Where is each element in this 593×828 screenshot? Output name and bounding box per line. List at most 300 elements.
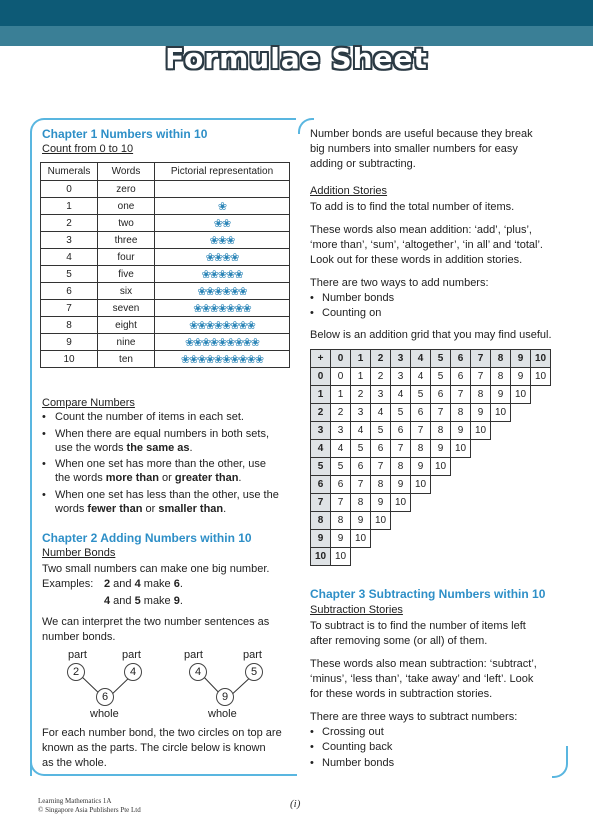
grid-header-cell: 4 [411, 350, 431, 368]
compare-line: When one set has less than the other, use the [55, 489, 279, 501]
intro-line: Number bonds are useful because they break [310, 128, 533, 140]
text: . [238, 472, 242, 484]
grid-header-cell: 4 [311, 440, 331, 458]
grid-cell: 5 [431, 368, 451, 386]
apple-icons: ❀❀❀ [155, 232, 290, 249]
grid-empty-cell [491, 548, 511, 566]
text: and [110, 595, 135, 607]
grid-cell: 7 [471, 368, 491, 386]
way-item: Number bonds [322, 757, 395, 769]
apple-icons: ❀❀❀❀❀❀❀ [155, 300, 290, 317]
grid-empty-cell [531, 494, 551, 512]
bold-number: 2 [104, 578, 111, 590]
grid-header-cell: 1 [351, 350, 371, 368]
grid-empty-cell [491, 494, 511, 512]
grid-cell: 4 [331, 440, 351, 458]
grid-cell: 7 [451, 386, 471, 404]
grid-cell: 10 [451, 440, 471, 458]
grid-cell: 6 [371, 440, 391, 458]
compare-line [55, 502, 226, 516]
grid-empty-cell [391, 530, 411, 548]
part-label: part [184, 649, 203, 661]
intro-line: big numbers into smaller numbers for easy [310, 143, 518, 155]
grid-cell: 10 [391, 494, 411, 512]
grid-empty-cell [411, 548, 431, 566]
grid-cell: 4 [411, 368, 431, 386]
grid-empty-cell [411, 494, 431, 512]
grid-row [311, 422, 551, 440]
bold-text: greater than [174, 472, 239, 484]
grid-cell: 7 [351, 476, 371, 494]
grid-cell: 9 [411, 458, 431, 476]
table-row [41, 181, 290, 198]
bullet-dot: • [42, 411, 46, 423]
compare-line [55, 471, 241, 485]
grid-empty-cell [451, 530, 471, 548]
bond-desc: as the whole. [42, 757, 107, 769]
grid-cell: 2 [331, 404, 351, 422]
grid-cell: 6 [331, 476, 351, 494]
grid-empty-cell [531, 422, 551, 440]
part-label: part [68, 649, 87, 661]
grid-header-cell: 5 [311, 458, 331, 476]
example-1 [104, 577, 183, 591]
word: nine [98, 334, 155, 351]
numeral: 5 [41, 266, 98, 283]
grid-intro: Below is an addition grid that you may find useful. [310, 329, 552, 341]
grid-cell: 4 [391, 386, 411, 404]
compare-line: When one set has more than the other, use [55, 458, 266, 470]
bullet-dot: • [310, 292, 314, 304]
grid-empty-cell [511, 476, 531, 494]
apple-icons: ❀❀❀❀❀❀❀❀ [155, 317, 290, 334]
grid-cell: 10 [411, 476, 431, 494]
footer-book: Learning Mathematics 1A [38, 797, 112, 805]
grid-header-cell: 5 [431, 350, 451, 368]
grid-cell: 8 [391, 458, 411, 476]
grid-cell: 8 [351, 494, 371, 512]
footer-copyright: © Singapore Asia Publishers Pte Ltd [38, 806, 141, 814]
numeral: 9 [41, 334, 98, 351]
grid-empty-cell [491, 530, 511, 548]
grid-header-cell: 6 [311, 476, 331, 494]
numeral: 2 [41, 215, 98, 232]
grid-empty-cell [531, 440, 551, 458]
grid-empty-cell [411, 512, 431, 530]
table-row [41, 351, 290, 368]
grid-cell: 3 [331, 422, 351, 440]
grid-empty-cell [511, 512, 531, 530]
grid-cell: 9 [491, 386, 511, 404]
grid-cell: 5 [411, 386, 431, 404]
apple-icons: ❀❀ [155, 215, 290, 232]
addition-line: ‘more than’, ‘sum’, ‘altogether’, ‘in all’ and ‘total’. [310, 239, 543, 251]
grid-cell: 9 [431, 440, 451, 458]
numeral: 4 [41, 249, 98, 266]
grid-empty-cell [491, 458, 511, 476]
grid-empty-cell [471, 440, 491, 458]
way-item: Crossing out [322, 726, 384, 738]
grid-row [311, 512, 551, 530]
addition-heading: Addition Stories [310, 185, 388, 197]
grid-cell: 4 [351, 422, 371, 440]
grid-cell: 3 [351, 404, 371, 422]
bold-number: 6 [173, 578, 180, 590]
word: seven [98, 300, 155, 317]
grid-cell: 3 [371, 386, 391, 404]
table-row [41, 266, 290, 283]
grid-empty-cell [511, 458, 531, 476]
compare-line: When there are equal numbers in both sets, [55, 428, 270, 440]
grid-empty-cell [451, 512, 471, 530]
numeral: 6 [41, 283, 98, 300]
grid-row [311, 548, 551, 566]
apple-icons: ❀❀❀❀❀ [155, 266, 290, 283]
grid-cell: 7 [431, 404, 451, 422]
ways-sub: There are three ways to subtract numbers: [310, 711, 518, 723]
text: or [158, 472, 175, 484]
col-pictorial: Pictorial representation [155, 163, 290, 181]
table-row [41, 215, 290, 232]
grid-empty-cell [531, 386, 551, 404]
grid-empty-cell [391, 548, 411, 566]
bullet-dot: • [42, 458, 46, 470]
grid-empty-cell [471, 458, 491, 476]
table-row [41, 249, 290, 266]
col-words: Words [98, 163, 155, 181]
grid-cell: 7 [331, 494, 351, 512]
apple-icons: ❀❀❀❀❀❀❀❀❀ [155, 334, 290, 351]
grid-cell: 2 [351, 386, 371, 404]
grid-header-cell: 8 [311, 512, 331, 530]
grid-header-cell: 9 [311, 530, 331, 548]
bond-circle: 2 [67, 663, 85, 681]
grid-header-cell: 0 [331, 350, 351, 368]
grid-empty-cell [491, 422, 511, 440]
grid-cell: 5 [371, 422, 391, 440]
numeral: 1 [41, 198, 98, 215]
grid-empty-cell [431, 494, 451, 512]
grid-header-cell: 0 [311, 368, 331, 386]
addition-line: Look out for these words in addition stories. [310, 254, 523, 266]
bullet-dot: • [310, 741, 314, 753]
word: six [98, 283, 155, 300]
subtraction-line: To subtract is to find the number of items left [310, 620, 526, 632]
grid-empty-cell [531, 530, 551, 548]
grid-cell: 10 [331, 548, 351, 566]
chapter1-heading: Chapter 1 Numbers within 10 [42, 127, 208, 141]
col-numerals: Numerals [41, 163, 98, 181]
numeral: 7 [41, 300, 98, 317]
bold-text: more than [105, 472, 159, 484]
grid-cell: 8 [491, 368, 511, 386]
table-row [41, 232, 290, 249]
interp-line: We can interpret the two number sentences as [42, 616, 270, 628]
grid-row [311, 458, 551, 476]
right-frame-bottom [552, 746, 568, 778]
grid-cell: 9 [331, 530, 351, 548]
grid-cell: 6 [351, 458, 371, 476]
grid-header-cell: 6 [451, 350, 471, 368]
grid-cell: 6 [451, 368, 471, 386]
examples-label: Examples: [42, 578, 94, 590]
bold-number: 4 [134, 578, 141, 590]
bond-circle: 4 [124, 663, 142, 681]
grid-empty-cell [431, 512, 451, 530]
grid-cell: 6 [431, 386, 451, 404]
grid-empty-cell [471, 476, 491, 494]
word: one [98, 198, 155, 215]
grid-cell: 4 [371, 404, 391, 422]
bond-circle: 5 [245, 663, 263, 681]
bonds-line: Two small numbers can make one big number. [42, 563, 270, 575]
grid-header-cell: 7 [311, 494, 331, 512]
bold-number: 4 [104, 595, 111, 607]
text: make [140, 578, 174, 590]
grid-empty-cell [471, 494, 491, 512]
table-row [41, 334, 290, 351]
bullet-dot: • [42, 489, 46, 501]
grid-empty-cell [411, 530, 431, 548]
grid-empty-cell [431, 476, 451, 494]
grid-empty-cell [371, 530, 391, 548]
grid-row [311, 476, 551, 494]
grid-empty-cell [491, 512, 511, 530]
grid-header-cell: 3 [391, 350, 411, 368]
grid-row [311, 530, 551, 548]
grid-empty-cell [511, 494, 531, 512]
grid-cell: 7 [391, 440, 411, 458]
grid-empty-cell [511, 422, 531, 440]
word: five [98, 266, 155, 283]
numbers-table [40, 162, 290, 368]
numeral: 3 [41, 232, 98, 249]
table-row [41, 317, 290, 334]
grid-row [311, 404, 551, 422]
grid-cell: 2 [371, 368, 391, 386]
grid-cell: 8 [411, 440, 431, 458]
grid-header-cell: 7 [471, 350, 491, 368]
text: words [55, 503, 88, 515]
grid-header-cell: 1 [311, 386, 331, 404]
grid-cell: 9 [351, 512, 371, 530]
table-row [41, 283, 290, 300]
addition-line: To add is to find the total number of items. [310, 201, 515, 213]
intro-line: adding or subtracting. [310, 158, 416, 170]
part-label: part [243, 649, 262, 661]
bond-desc: known as the parts. The circle below is known [42, 742, 266, 754]
grid-cell: 1 [331, 386, 351, 404]
grid-empty-cell [451, 548, 471, 566]
grid-header-cell: 2 [311, 404, 331, 422]
page-number: (i) [290, 798, 301, 810]
grid-empty-cell [351, 548, 371, 566]
grid-header-cell: + [311, 350, 331, 368]
bullet-dot: • [310, 726, 314, 738]
grid-cell: 8 [371, 476, 391, 494]
subtraction-line: ‘minus’, ‘less than’, ‘take away’ and ‘left’. Look [310, 673, 534, 685]
numeral: 0 [41, 181, 98, 198]
grid-cell: 9 [451, 422, 471, 440]
grid-empty-cell [511, 530, 531, 548]
whole-label: whole [90, 708, 119, 720]
bullet-dot: • [310, 757, 314, 769]
bold-number: 5 [134, 595, 141, 607]
grid-header-cell: 2 [371, 350, 391, 368]
numeral: 10 [41, 351, 98, 368]
grid-row [311, 440, 551, 458]
grid-cell: 5 [391, 404, 411, 422]
grid-empty-cell [471, 512, 491, 530]
grid-row [311, 386, 551, 404]
grid-cell: 8 [431, 422, 451, 440]
grid-row [311, 368, 551, 386]
compare-line: Count the number of items in each set. [55, 411, 244, 423]
grid-cell: 10 [471, 422, 491, 440]
word: ten [98, 351, 155, 368]
apple-icons: ❀❀❀❀❀❀ [155, 283, 290, 300]
grid-cell: 8 [451, 404, 471, 422]
page-title: Formulae Sheet [165, 42, 428, 75]
grid-cell: 9 [371, 494, 391, 512]
grid-cell: 3 [391, 368, 411, 386]
way-item: Counting on [322, 307, 382, 319]
grid-empty-cell [511, 548, 531, 566]
grid-cell: 1 [351, 368, 371, 386]
grid-empty-cell [391, 512, 411, 530]
text: . [223, 503, 227, 515]
grid-empty-cell [451, 458, 471, 476]
grid-empty-cell [531, 476, 551, 494]
numeral: 8 [41, 317, 98, 334]
grid-empty-cell [531, 458, 551, 476]
ways-add: There are two ways to add numbers: [310, 277, 489, 289]
subtraction-line: for these words in subtraction stories. [310, 688, 493, 700]
text: . [189, 442, 193, 454]
grid-header-cell: 9 [511, 350, 531, 368]
part-label: part [122, 649, 141, 661]
grid-row [311, 350, 551, 368]
bold-number: 9 [173, 595, 180, 607]
bond-desc: For each number bond, the two circles on top are [42, 727, 282, 739]
bold-text: the same as [126, 442, 190, 454]
grid-cell: 9 [391, 476, 411, 494]
grid-cell: 9 [471, 404, 491, 422]
word: two [98, 215, 155, 232]
grid-header-cell: 10 [311, 548, 331, 566]
grid-cell: 7 [411, 422, 431, 440]
table-row [41, 198, 290, 215]
text: and [110, 578, 135, 590]
text: . [179, 595, 183, 607]
text: the words [55, 472, 106, 484]
grid-empty-cell [451, 476, 471, 494]
chapter3-heading: Chapter 3 Subtracting Numbers within 10 [310, 587, 546, 601]
example-2 [104, 594, 183, 608]
whole-label: whole [208, 708, 237, 720]
subtraction-line: These words also mean subtraction: ‘subtract’, [310, 658, 537, 670]
bullet-dot: • [310, 307, 314, 319]
addition-grid [310, 349, 551, 566]
way-item: Counting back [322, 741, 393, 753]
grid-cell: 6 [391, 422, 411, 440]
grid-empty-cell [471, 548, 491, 566]
word: four [98, 249, 155, 266]
bold-text: smaller than [158, 503, 224, 515]
grid-header-cell: 3 [311, 422, 331, 440]
grid-cell: 9 [511, 368, 531, 386]
bold-text: fewer than [87, 503, 143, 515]
apple-icons [155, 181, 290, 198]
addition-line: These words also mean addition: ‘add’, ‘plus’, [310, 224, 532, 236]
grid-cell: 5 [351, 440, 371, 458]
grid-header-cell: 8 [491, 350, 511, 368]
grid-empty-cell [471, 530, 491, 548]
grid-empty-cell [431, 530, 451, 548]
grid-cell: 10 [491, 404, 511, 422]
grid-empty-cell [531, 512, 551, 530]
grid-empty-cell [511, 440, 531, 458]
grid-empty-cell [371, 548, 391, 566]
grid-cell: 7 [371, 458, 391, 476]
grid-cell: 10 [431, 458, 451, 476]
bullet-dot: • [42, 428, 46, 440]
apple-icons: ❀❀❀❀ [155, 249, 290, 266]
subtraction-heading: Subtraction Stories [310, 604, 403, 616]
word: eight [98, 317, 155, 334]
compare-heading: Compare Numbers [42, 397, 135, 409]
grid-cell: 8 [331, 512, 351, 530]
grid-row [311, 494, 551, 512]
grid-cell: 5 [331, 458, 351, 476]
text: use the words [55, 442, 127, 454]
grid-empty-cell [531, 404, 551, 422]
apple-icons: ❀ [155, 198, 290, 215]
grid-empty-cell [511, 404, 531, 422]
grid-cell: 10 [531, 368, 551, 386]
grid-empty-cell [451, 494, 471, 512]
way-item: Number bonds [322, 292, 395, 304]
word: three [98, 232, 155, 249]
grid-empty-cell [431, 548, 451, 566]
text: or [142, 503, 159, 515]
grid-cell: 10 [511, 386, 531, 404]
grid-cell: 6 [411, 404, 431, 422]
text: make [140, 595, 174, 607]
grid-cell: 0 [331, 368, 351, 386]
grid-empty-cell [531, 548, 551, 566]
interp-line: number bonds. [42, 631, 116, 643]
grid-cell: 10 [371, 512, 391, 530]
bond-circle: 6 [96, 688, 114, 706]
chapter2-heading: Chapter 2 Adding Numbers within 10 [42, 531, 252, 545]
bond-circle: 9 [216, 688, 234, 706]
compare-line [55, 441, 193, 455]
subtraction-line: after removing some (or all) of them. [310, 635, 488, 647]
grid-header-cell: 10 [531, 350, 551, 368]
count-heading: Count from 0 to 10 [42, 143, 134, 155]
grid-empty-cell [491, 440, 511, 458]
bond-circle: 4 [189, 663, 207, 681]
grid-cell: 10 [351, 530, 371, 548]
grid-cell: 8 [471, 386, 491, 404]
word: zero [98, 181, 155, 198]
apple-icons: ❀❀❀❀❀❀❀❀❀❀ [155, 351, 290, 368]
grid-empty-cell [491, 476, 511, 494]
table-row [41, 300, 290, 317]
text: . [179, 578, 183, 590]
bonds-heading: Number Bonds [42, 547, 116, 559]
